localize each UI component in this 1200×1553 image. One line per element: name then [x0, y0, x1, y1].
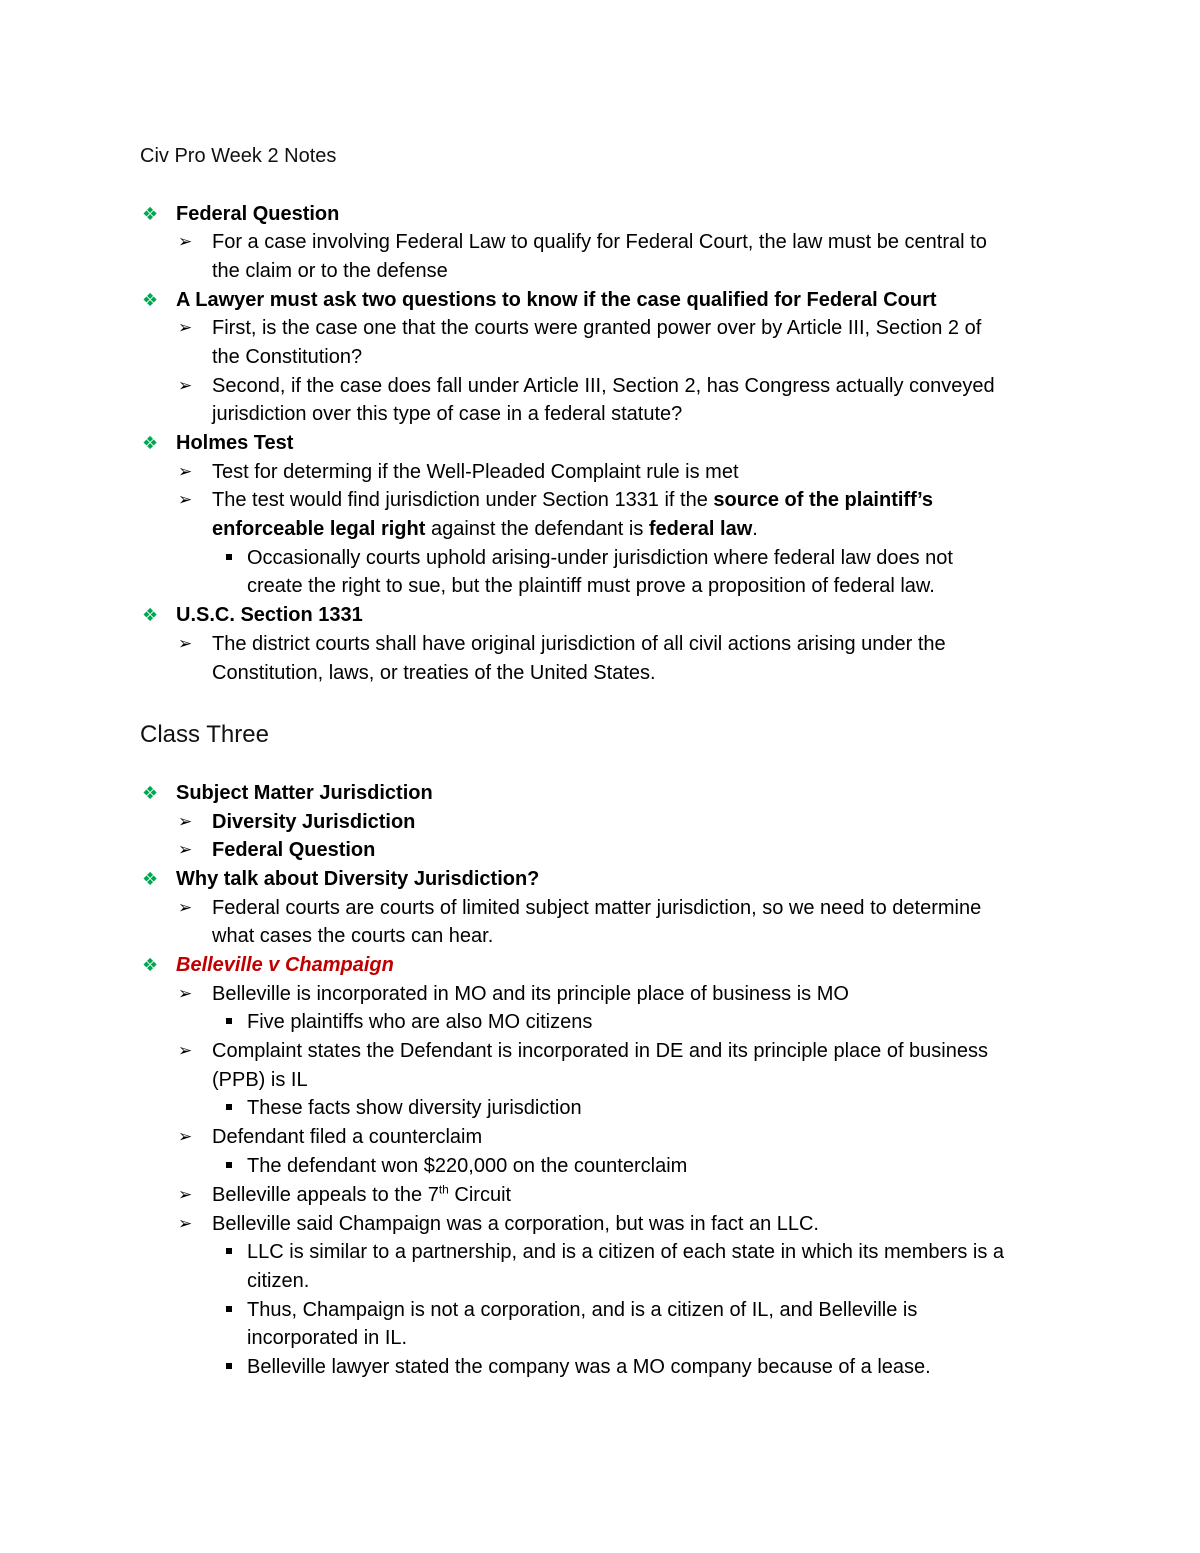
heading-case-name: Belleville v Champaign — [176, 954, 394, 976]
note-line: jurisdiction over this type of case in a federal statute? — [212, 403, 683, 425]
note-line: what cases the courts can hear. — [212, 925, 494, 947]
arrow-bullet-icon: ➢ — [178, 1041, 193, 1060]
arrow-bullet-icon: ➢ — [178, 318, 193, 337]
note-line: Diversity Jurisdiction — [212, 811, 416, 833]
arrow-bullet-icon: ➢ — [178, 376, 193, 395]
square-bullet-icon — [226, 1306, 232, 1312]
arrow-bullet-icon: ➢ — [178, 1214, 193, 1233]
square-bullet-icon — [226, 1018, 232, 1024]
note-line: Complaint states the Defendant is incorporated in DE and its principle place of business — [212, 1040, 988, 1062]
emphasis-text: source of the plaintiff’s — [713, 489, 934, 511]
document-title: Civ Pro Week 2 Notes — [140, 145, 337, 167]
heading-two-questions: A Lawyer must ask two questions to know if the case qualified for Federal Court — [176, 289, 937, 311]
note-text: Belleville appeals to the 7 — [212, 1184, 439, 1206]
note-line: For a case involving Federal Law to qualify for Federal Court, the law must be central to — [212, 231, 987, 253]
superscript: th — [438, 1182, 449, 1197]
note-line: Federal courts are courts of limited subject matter jurisdiction, so we need to determine — [212, 897, 982, 919]
square-bullet-icon — [226, 1104, 232, 1110]
note-line — [212, 486, 933, 514]
note-line: Defendant filed a counterclaim — [212, 1126, 483, 1148]
note-line: (PPB) is IL — [212, 1069, 308, 1091]
arrow-bullet-icon: ➢ — [178, 984, 193, 1003]
note-line: First, is the case one that the courts were granted power over by Article III, Section 2 of — [212, 317, 982, 339]
diamond-bullet-icon: ❖ — [142, 433, 159, 453]
note-line — [212, 515, 758, 543]
note-text: . — [752, 518, 758, 540]
note-line: Thus, Champaign is not a corporation, and is a citizen of IL, and Belleville is — [247, 1299, 918, 1321]
note-line: Constitution, laws, or treaties of the United States. — [212, 662, 656, 684]
note-line: Second, if the case does fall under Article III, Section 2, has Congress actually conveyed — [212, 375, 995, 397]
note-line: Belleville is incorporated in MO and its principle place of business is MO — [212, 983, 849, 1005]
heading-federal-question: Federal Question — [176, 203, 340, 225]
note-line: create the right to sue, but the plaintiff must prove a proposition of federal law. — [247, 575, 935, 597]
square-bullet-icon — [226, 1162, 232, 1168]
arrow-bullet-icon: ➢ — [178, 898, 193, 917]
note-line: LLC is similar to a partnership, and is a citizen of each state in which its members is a — [247, 1241, 1004, 1263]
arrow-bullet-icon: ➢ — [178, 1185, 193, 1204]
arrow-bullet-icon: ➢ — [178, 812, 193, 831]
note-line: the claim or to the defense — [212, 260, 448, 282]
note-line: The defendant won $220,000 on the counterclaim — [247, 1155, 688, 1177]
section-heading-class-three: Class Three — [140, 721, 269, 748]
diamond-bullet-icon: ❖ — [142, 955, 159, 975]
arrow-bullet-icon: ➢ — [178, 840, 193, 859]
arrow-bullet-icon: ➢ — [178, 232, 193, 251]
note-line: Belleville lawyer stated the company was a MO company because of a lease. — [247, 1356, 931, 1378]
heading-subject-matter-jurisdiction: Subject Matter Jurisdiction — [176, 782, 433, 804]
diamond-bullet-icon: ❖ — [142, 869, 159, 889]
note-text: Circuit — [448, 1184, 512, 1206]
arrow-bullet-icon: ➢ — [178, 1127, 193, 1146]
diamond-bullet-icon: ❖ — [142, 204, 159, 224]
note-line: These facts show diversity jurisdiction — [247, 1097, 582, 1119]
square-bullet-icon — [226, 1248, 232, 1254]
emphasis-text: enforceable legal right — [212, 518, 426, 540]
note-line: Occasionally courts uphold arising-under jurisdiction where federal law does not — [247, 547, 953, 569]
note-line: Belleville said Champaign was a corporation, but was in fact an LLC. — [212, 1213, 819, 1235]
arrow-bullet-icon: ➢ — [178, 490, 193, 509]
heading-usc-1331: U.S.C. Section 1331 — [176, 604, 363, 626]
note-line: the Constitution? — [212, 346, 363, 368]
diamond-bullet-icon: ❖ — [142, 783, 159, 803]
note-text: The test would find jurisdiction under Section 1331 if the — [212, 489, 714, 511]
note-text: against the defendant is — [425, 518, 649, 540]
note-line: citizen. — [247, 1270, 310, 1292]
square-bullet-icon — [226, 554, 232, 560]
note-line: Federal Question — [212, 839, 376, 861]
note-line: Five plaintiffs who are also MO citizens — [247, 1011, 593, 1033]
note-line: incorporated in IL. — [247, 1327, 408, 1349]
arrow-bullet-icon: ➢ — [178, 634, 193, 653]
note-line: The district courts shall have original jurisdiction of all civil actions arising under the — [212, 633, 946, 655]
emphasis-text: federal law — [648, 518, 753, 540]
heading-why-diversity: Why talk about Diversity Jurisdiction? — [176, 868, 540, 890]
heading-holmes-test: Holmes Test — [176, 432, 294, 454]
diamond-bullet-icon: ❖ — [142, 605, 159, 625]
square-bullet-icon — [226, 1363, 232, 1369]
diamond-bullet-icon: ❖ — [142, 290, 159, 310]
note-line — [212, 1181, 511, 1209]
note-line: Test for determing if the Well-Pleaded Complaint rule is met — [212, 461, 739, 483]
arrow-bullet-icon: ➢ — [178, 462, 193, 481]
